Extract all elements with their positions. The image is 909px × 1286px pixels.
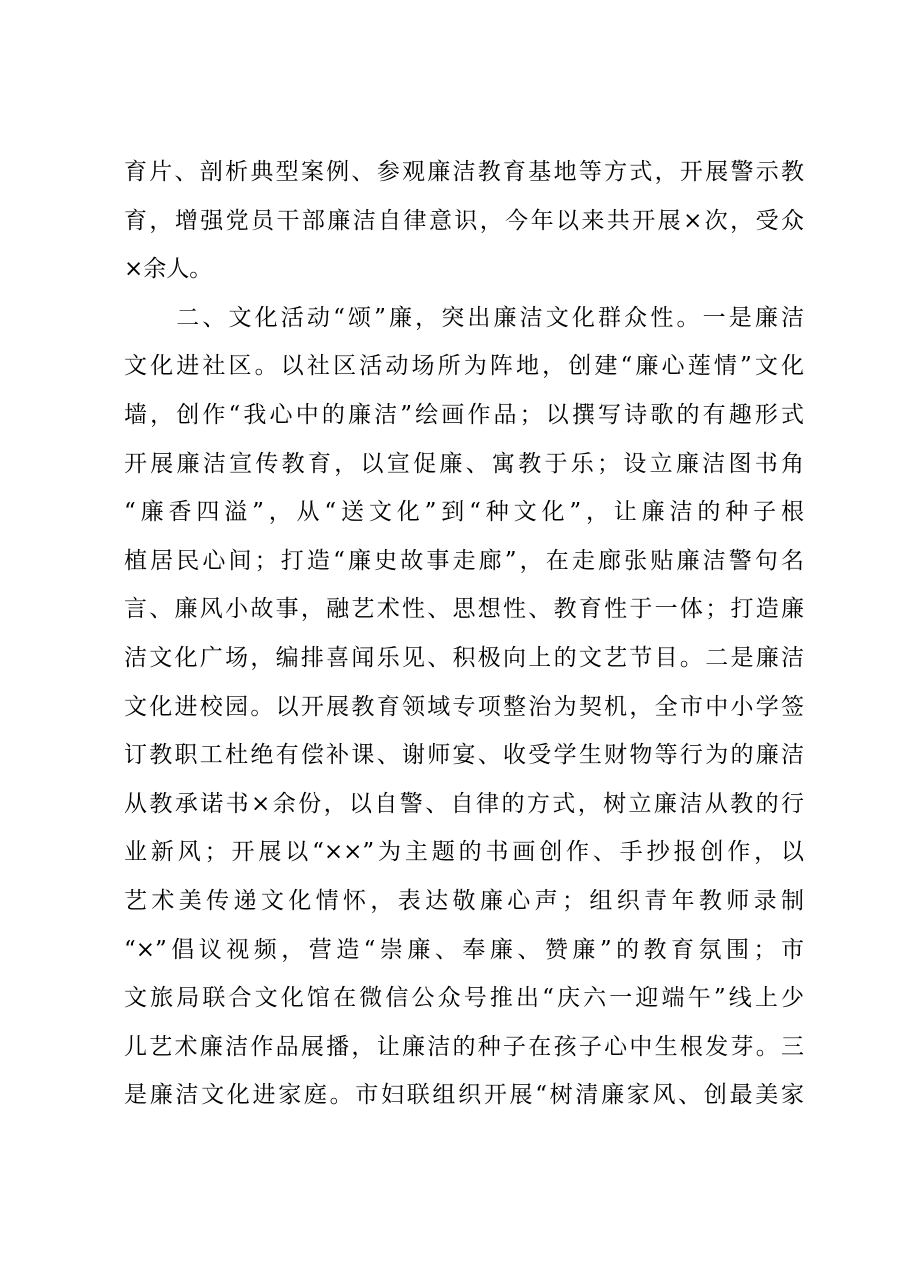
text-line: 订教职工杜绝有偿补课、谢师宴、收受学生财物等行为的廉洁 bbox=[124, 742, 804, 769]
text-line: 育片、剖析典型案例、参观廉洁教育基地等方式，开展警示教 bbox=[124, 159, 804, 185]
text-line: 业新风；开展以“××”为主题的书画创作、手抄报创作，以 bbox=[124, 839, 804, 866]
text-line: 育，增强党员干部廉洁自律意识，今年以来共开展×次，受众 bbox=[124, 207, 804, 234]
text-line: ×余人。 bbox=[124, 256, 213, 283]
text-line: “廉香四溢”，从“送文化”到“种文化”，让廉洁的种子根 bbox=[124, 499, 804, 526]
text-line: 二、文化活动“颂”廉，突出廉洁文化群众性。一是廉洁 bbox=[124, 304, 804, 331]
text-line: 艺术美传递文化情怀，表达敬廉心声；组织青年教师录制 bbox=[124, 887, 804, 914]
text-line: 儿艺术廉洁作品展播，让廉洁的种子在孩子心中生根发芽。三 bbox=[124, 1033, 804, 1060]
text-line: “×”倡议视频，营造“崇廉、奉廉、赞廉”的教育氛围；市 bbox=[124, 936, 804, 963]
text-line: 开展廉洁宣传教育，以宣促廉、寓教于乐；设立廉洁图书角 bbox=[124, 450, 804, 477]
text-line: 植居民心间；打造“廉史故事走廊”，在走廊张贴廉洁警句名 bbox=[124, 547, 804, 574]
text-line: 从教承诺书×余份，以自警、自律的方式，树立廉洁从教的行 bbox=[124, 790, 804, 817]
text-line: 墙，创作“我心中的廉洁”绘画作品；以撰写诗歌的有趣形式 bbox=[124, 401, 804, 428]
text-line: 文化进社区。以社区活动场所为阵地，创建“廉心莲情”文化 bbox=[124, 353, 804, 380]
text-line: 洁文化广场，编排喜闻乐见、积极向上的文艺节目。二是廉洁 bbox=[124, 644, 804, 671]
body-text bbox=[124, 148, 804, 1120]
text-line: 是廉洁文化进家庭。市妇联组织开展“树清廉家风、创最美家 bbox=[124, 1082, 804, 1109]
text-line: 言、廉风小故事，融艺术性、思想性、教育性于一体；打造廉 bbox=[124, 596, 804, 623]
text-line: 文旅局联合文化馆在微信公众号推出“庆六一迎端午”线上少 bbox=[124, 985, 804, 1012]
text-line: 文化进校园。以开展教育领域专项整治为契机，全市中小学签 bbox=[124, 693, 804, 720]
